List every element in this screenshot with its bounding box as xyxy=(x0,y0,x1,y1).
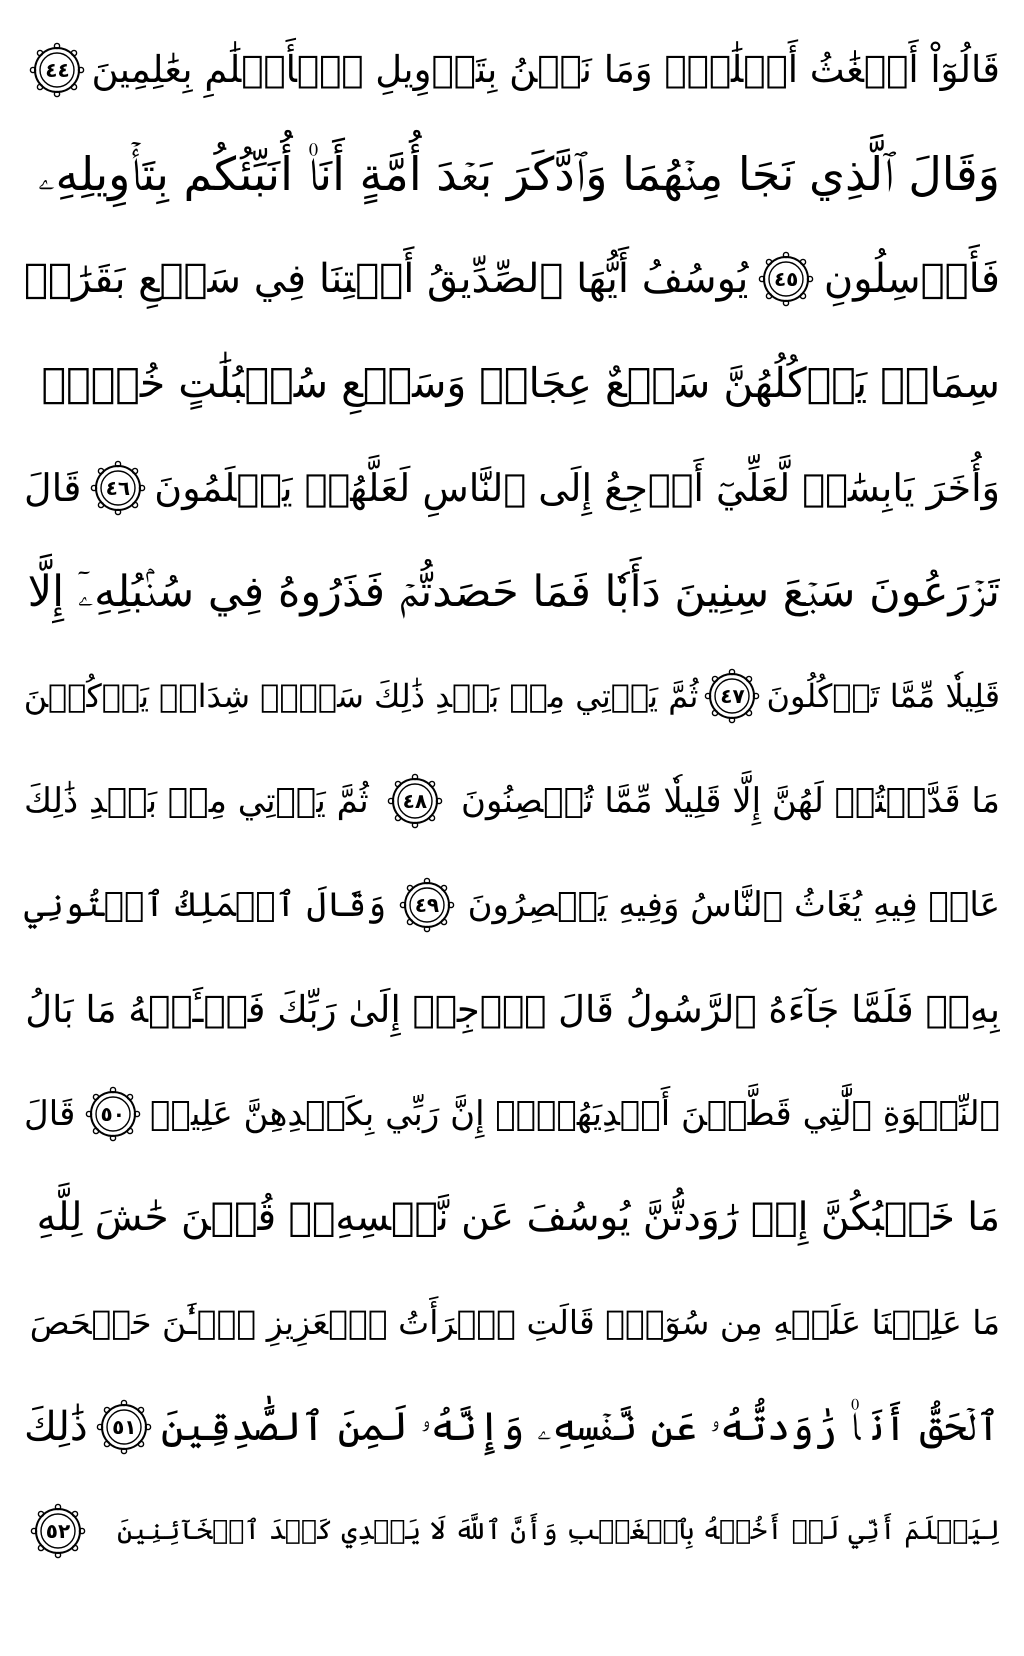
ayah-end-marker xyxy=(90,460,146,516)
ayah-number: ٥٢ xyxy=(45,1519,71,1544)
ayah-number: ٤٦ xyxy=(105,475,131,500)
verse-text: يُوسُفُ أَيُّهَا ٱلصِّدِّيقُ أَفۡتِنَا فِي سَبۡعِ بَقَرَٰتٖ xyxy=(24,255,749,302)
verse-text: ثُمَّ يَأۡتِي مِنۢ بَعۡدِ ذَٰلِكَ سَبۡعٞ شِدَادٞ يَأۡكُلۡنَ xyxy=(24,677,699,716)
verse-text: وَقَالَ ٱلَّذِي نَجَا مِنۡهُمَا وَٱدَّكَرَ بَعۡدَ أُمَّةٍ أَنَا۠ أُنَبِّئُكُم بِتَأۡوِيلِهِۦ xyxy=(37,147,1000,202)
verse-text: مَا قَدَّمۡتُمۡ لَهُنَّ إِلَّا قَلِيلٗا مِّمَّا تُحۡصِنُونَ xyxy=(461,780,1000,821)
ayah-end-marker xyxy=(399,877,455,933)
verse-text: قَلِيلٗا مِّمَّا تَأۡكُلُونَ xyxy=(766,677,1000,716)
verse-line xyxy=(24,22,1000,118)
verse-line xyxy=(24,440,1000,536)
ayah-number: ٤٩ xyxy=(414,893,440,918)
verse-line xyxy=(24,126,1000,222)
ayah-end-marker xyxy=(29,42,85,98)
verse-text: ذَٰلِكَ xyxy=(24,1404,88,1451)
verse-text: سِمَانٖ يَأۡكُلُهُنَّ سَبۡعٌ عِجَافٞ وَسَبۡعِ سُنۢبُلَٰتٍ خُضۡرٖ xyxy=(41,359,1000,408)
ayah-end-marker xyxy=(85,1086,141,1142)
ayah-number: ٤٥ xyxy=(773,266,799,291)
verse-text: مَا خَطۡبُكُنَّ إِذۡ رَٰوَدتُّنَّ يُوسُفَ عَن نَّفۡسِهِۦۚ قُلۡنَ حَٰشَ لِلَّهِ xyxy=(36,1195,1000,1241)
ayah-number: ٤٤ xyxy=(45,58,70,82)
ayah-end-marker xyxy=(758,251,814,307)
ayah-end-marker xyxy=(704,668,760,724)
verse-text: فَأَرۡسِلُونِ xyxy=(823,255,1000,302)
verse-text: لِيَعۡلَمَ أَنِّي لَمۡ أَخُنۡهُ بِٱلۡغَيۡبِ وَأَنَّ ٱللَّهَ لَا يَهۡدِي كَيۡدَ ٱلۡخَآئِنِينَ xyxy=(117,1515,1000,1547)
verse-line xyxy=(24,335,1000,431)
verse-line xyxy=(24,648,1000,744)
verse-text: ٱلنِّسۡوَةِ ٱلَّٰتِي قَطَّعۡنَ أَيۡدِيَهُنَّۚ إِنَّ رَبِّي بِكَيۡدِهِنَّ عَلِيمٞ xyxy=(150,1093,1000,1134)
verse-line xyxy=(24,962,1000,1058)
verse-line xyxy=(24,1483,1000,1579)
verse-text: بِهِۦۖ فَلَمَّا جَآءَهُ ٱلرَّسُولُ قَالَ ٱرۡجِعۡ إِلَىٰ رَبِّكَ فَسۡـَٔلۡهُ مَا بَالُ xyxy=(25,987,1000,1031)
ayah-end-marker xyxy=(387,773,443,829)
verse-line xyxy=(24,544,1000,640)
verse-line xyxy=(24,231,1000,327)
ayah-end-marker xyxy=(96,1399,152,1455)
verse-text: قَالَ xyxy=(24,465,82,510)
verse-line xyxy=(24,1066,1000,1162)
ayah-number: ٤٧ xyxy=(720,684,745,709)
ayah-number: ٤٨ xyxy=(402,788,428,813)
verse-text: عَامٞ فِيهِ يُغَاثُ ٱلنَّاسُ وَفِيهِ يَعۡصِرُونَ xyxy=(467,885,1000,926)
verse-text: وَقَالَ ٱلۡمَلِكُ ٱئۡتُونِي xyxy=(24,885,387,926)
ayah-number: ٥٠ xyxy=(100,1101,125,1126)
verse-line xyxy=(24,857,1000,953)
verse-text: مَا عَلِمۡنَا عَلَيۡهِ مِن سُوٓءٖۚ قَالَتِ ٱمۡرَأَتُ ٱلۡعَزِيزِ ٱلۡـَٰٔنَ حَصۡحَصَ xyxy=(29,1302,1000,1342)
verse-text: تَزۡرَعُونَ سَبۡعَ سِنِينَ دَأَبٗا فَمَا حَصَدتُّمۡ فَذَرُوهُ فِي سُنۢبُلِهِۦٓ إِلَّا xyxy=(27,566,1000,617)
verse-line xyxy=(24,753,1000,849)
ayah-number: ٥١ xyxy=(112,1415,137,1440)
verse-text: قَالُوٓاْ أَضۡغَٰثُ أَحۡلَٰمٖۖ وَمَا نَحۡنُ بِتَأۡوِيلِ ٱلۡأَحۡلَٰمِ بِعَٰلِمِينَ xyxy=(91,48,1000,91)
verse-text: ثُمَّ يَأۡتِي مِنۢ بَعۡدِ ذَٰلِكَ xyxy=(24,780,369,821)
verse-text: ٱلۡحَقُّ أَنَا۠ رَٰوَدتُّهُۥ عَن نَّفۡسِهِۦ وَإِنَّهُۥ لَمِنَ ٱلصَّٰدِقِينَ xyxy=(160,1404,1000,1451)
verse-line xyxy=(24,1170,1000,1266)
verse-text: وَأُخَرَ يَابِسَٰتٖ لَّعَلِّيٓ أَرۡجِعُ إِلَى ٱلنَّاسِ لَعَلَّهُمۡ يَعۡلَمُونَ xyxy=(154,465,1000,510)
verse-line xyxy=(24,1379,1000,1475)
ayah-end-marker xyxy=(30,1503,86,1559)
verse-line xyxy=(24,1275,1000,1371)
verse-text: قَالَ xyxy=(24,1093,76,1134)
mushaf-page xyxy=(24,22,1000,1634)
